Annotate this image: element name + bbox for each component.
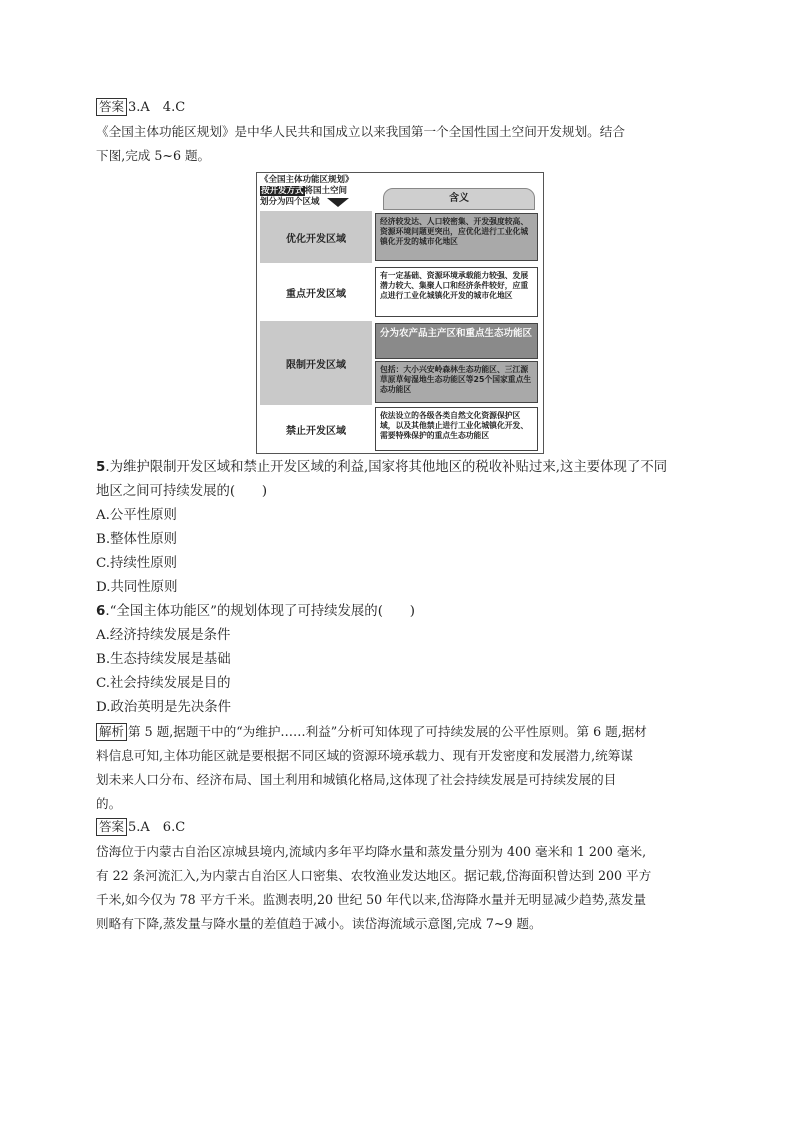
option: A.公平性原则 (96, 508, 177, 523)
zone-row-key (260, 265, 540, 319)
question-text: .“全国主体功能区”的规划体现了可持续发展的( ) (105, 604, 415, 619)
figure-method-highlight: 按开发方式 (261, 186, 304, 196)
zone-desc: 分为农产品主产区和重点生态功能区 (375, 323, 538, 359)
figure-method (260, 186, 347, 196)
answer-line-5-6 (96, 816, 698, 840)
answer-tag: 答案 (96, 818, 127, 836)
zone-desc: 经济较发达、人口较密集、开发强度较高、资源环境问题更突出，应优化进行工业化城镇化开发的城市化地区 (375, 213, 538, 261)
passage-line-1: 岱海位于内蒙古自治区凉城县境内,流域内多年平均降水量和蒸发量分别为 400 毫米和 1 200 毫米, (96, 844, 647, 859)
zone-name: 优化开发区域 (260, 211, 372, 263)
down-arrow-icon (327, 198, 349, 207)
zone-name: 禁止开发区域 (260, 407, 372, 451)
option: B.生态持续发展是基础 (96, 652, 231, 667)
zone-desc-detail: 包括：大小兴安岭森林生态功能区、三江源草原草甸湿地生态功能区等25个国家重点生态功能区 (375, 361, 538, 403)
question-number: 6 (96, 604, 106, 619)
question-5-cont: 地区之间可持续发展的( ) (96, 484, 268, 499)
answer-line-3-4 (96, 96, 698, 120)
page-content (96, 96, 698, 936)
figure-method-rest: 将国土空间 (304, 186, 348, 196)
answer-text: 3.A 4.C (128, 100, 186, 115)
passage-line-3: 千米,如今仅为 78 平方千米。监测表明,20 世纪 50 年代以来,岱海降水量并无明显减少趋势,蒸发量 (96, 892, 647, 907)
zone-row-optimize (260, 211, 540, 263)
answer-tag: 答案 (96, 98, 127, 116)
question-text: .为维护限制开发区域和禁止开发区域的利益,国家将其他地区的税收补贴过来,这主要体现了不同 (105, 460, 668, 475)
analysis-line-2: 料信息可知,主体功能区就是要根据不同区域的资源环境承载力、现有开发密度和发展潜力,统筹谋 (96, 748, 633, 763)
question-6 (96, 600, 698, 624)
option: D.政治英明是先决条件 (96, 700, 232, 715)
analysis-line-3: 划未来人口分布、经济布局、国土利用和城镇化格局,这体现了社会持续发展是可持续发展的目 (96, 772, 617, 787)
analysis-line-1 (96, 720, 698, 744)
zone-desc: 有一定基础、资源环境承载能力较强、发展潜力较大、集聚人口和经济条件较好，应重点进行工业化城镇化开发的城市化地区 (375, 267, 538, 317)
intro-line-1: 《全国主体功能区规划》是中华人民共和国成立以来我国第一个全国性国土空间开发规划。结合 (96, 124, 625, 139)
option: D.共同性原则 (96, 580, 178, 595)
option: C.社会持续发展是目的 (96, 676, 231, 691)
passage-line-4: 则略有下降,蒸发量与降水量的差值趋于减小。读岱海流域示意图,完成 7~9 题。 (96, 916, 542, 931)
zoning-figure (256, 172, 544, 454)
answer-text: 5.A 6.C (128, 820, 186, 835)
zone-name: 重点开发区域 (260, 265, 372, 319)
passage-line-2: 有 22 条河流汇入,为内蒙古自治区人口密集、农牧渔业发达地区。据记载,岱海面积曾达到 200 平方 (96, 868, 652, 883)
zone-name: 限制开发区域 (260, 321, 372, 405)
option: C.持续性原则 (96, 556, 177, 571)
analysis-text: 第 5 题,据题干中的“为维护……利益”分析可知体现了可持续发展的公平性原则。第 6 题,据材 (128, 724, 647, 739)
analysis-tag: 解析 (96, 723, 127, 741)
option: B.整体性原则 (96, 532, 178, 547)
zone-row-restricted (260, 321, 540, 405)
question-number: 5 (96, 460, 106, 475)
intro-line-2: 下图,完成 5~6 题。 (96, 148, 211, 163)
analysis-line-4: 的。 (96, 796, 122, 811)
figure-title: 《全国主体功能区规划》 (260, 175, 354, 185)
meaning-header: 含义 (383, 188, 535, 210)
zone-row-prohibited (260, 407, 540, 451)
zone-desc: 依法设立的各级各类自然文化资源保护区域，以及其他禁止进行工业化城镇化开发、需要特殊保护的重点生态功能区 (375, 407, 538, 451)
question-5 (96, 456, 698, 480)
figure-subtitle: 划分为四个区域 (260, 197, 320, 207)
option: A.经济持续发展是条件 (96, 628, 231, 643)
